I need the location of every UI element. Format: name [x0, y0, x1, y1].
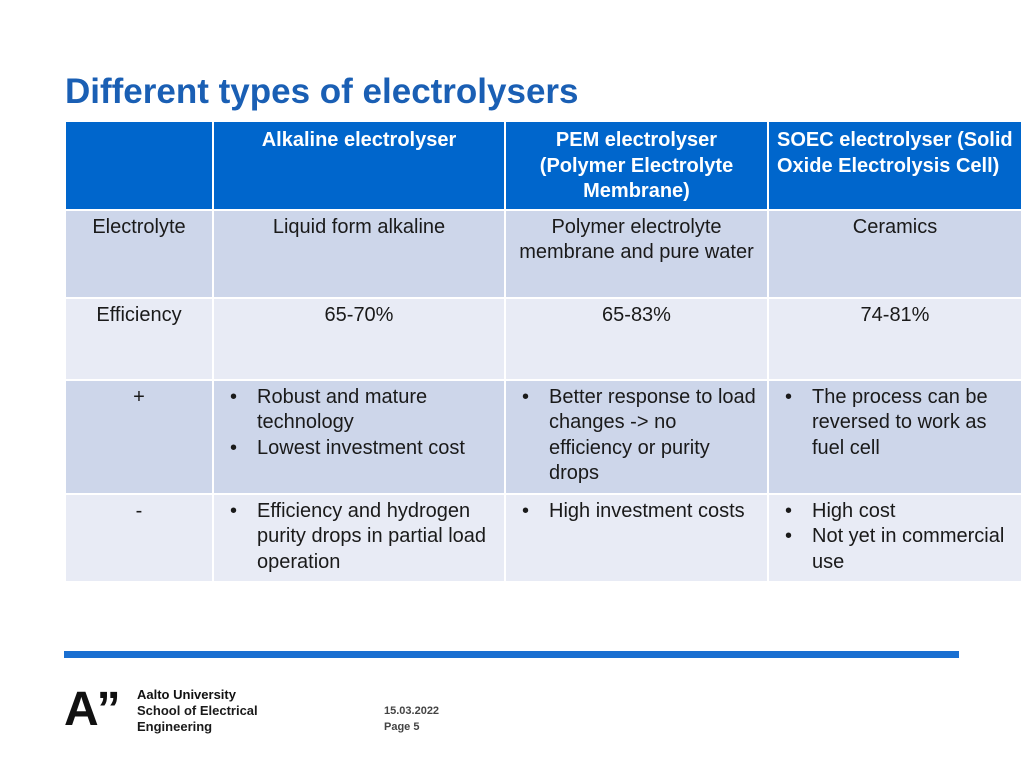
list-item: • High cost: [777, 499, 1013, 525]
table-row-cons: [65, 494, 1022, 582]
cell-cons-pem: [505, 494, 768, 582]
table-row-efficiency: [65, 298, 1022, 380]
cell-pros-alkaline: [213, 380, 505, 494]
header-alkaline: Alkaline electrolyser: [213, 121, 505, 210]
cons-soec-list: [777, 499, 1013, 576]
university-name: Aalto University: [137, 687, 236, 702]
table-row-electrolyte: [65, 210, 1022, 298]
cons-pem-list: [514, 499, 759, 525]
slide-page-number: Page 5: [384, 721, 420, 733]
footer-divider-bar: [64, 651, 959, 658]
table-header-row: [65, 121, 1022, 210]
cell-efficiency-soec: 74-81%: [768, 298, 1022, 380]
slide-date: 15.03.2022: [384, 705, 440, 717]
school-name-line2: Engineering: [137, 719, 213, 734]
cell-electrolyte-alkaline: Liquid form alkaline: [213, 210, 505, 298]
row-label-cons: -: [65, 494, 213, 582]
header-pem: PEM electrolyser (Polymer Electrolyte Membrane): [505, 121, 768, 210]
list-item: • The process can be reversed to work as fuel cell: [777, 385, 1013, 462]
row-label-efficiency: Efficiency: [65, 298, 213, 380]
cell-electrolyte-pem: Polymer electrolyte membrane and pure water: [505, 210, 768, 298]
pros-alkaline-list: [222, 385, 496, 462]
school-name-line1: School of Electrical: [137, 703, 258, 718]
list-item: • Not yet in commercial use: [777, 524, 1013, 575]
row-label-electrolyte: Electrolyte: [65, 210, 213, 298]
cell-efficiency-alkaline: 65-70%: [213, 298, 505, 380]
list-item: • Lowest investment cost: [222, 436, 496, 462]
aalto-logo-mark: A”: [64, 683, 119, 736]
cell-cons-soec: [768, 494, 1022, 582]
cell-cons-alkaline: [213, 494, 505, 582]
footer-meta: [384, 703, 439, 735]
cell-efficiency-pem: 65-83%: [505, 298, 768, 380]
cons-alkaline-list: [222, 499, 496, 576]
cell-pros-soec: [768, 380, 1022, 494]
electrolyser-comparison-table: [64, 120, 1023, 583]
header-soec: SOEC electrolyser (Solid Oxide Electrolysis Cell): [768, 121, 1022, 210]
header-empty-cell: [65, 121, 213, 210]
university-name-block: [137, 687, 258, 735]
table-row-pros: [65, 380, 1022, 494]
list-item: • Better response to load changes -> no efficiency or purity drops: [514, 385, 759, 487]
list-item: • Robust and mature technology: [222, 385, 496, 436]
list-item: • High investment costs: [514, 499, 759, 525]
list-item: • Efficiency and hydrogen purity drops in partial load operation: [222, 499, 496, 576]
pros-soec-list: [777, 385, 1013, 462]
pros-pem-list: [514, 385, 759, 487]
row-label-pros: +: [65, 380, 213, 494]
cell-pros-pem: [505, 380, 768, 494]
cell-electrolyte-soec: Ceramics: [768, 210, 1022, 298]
slide-title: Different types of electrolysers: [65, 72, 579, 111]
aalto-logo: [64, 683, 119, 736]
